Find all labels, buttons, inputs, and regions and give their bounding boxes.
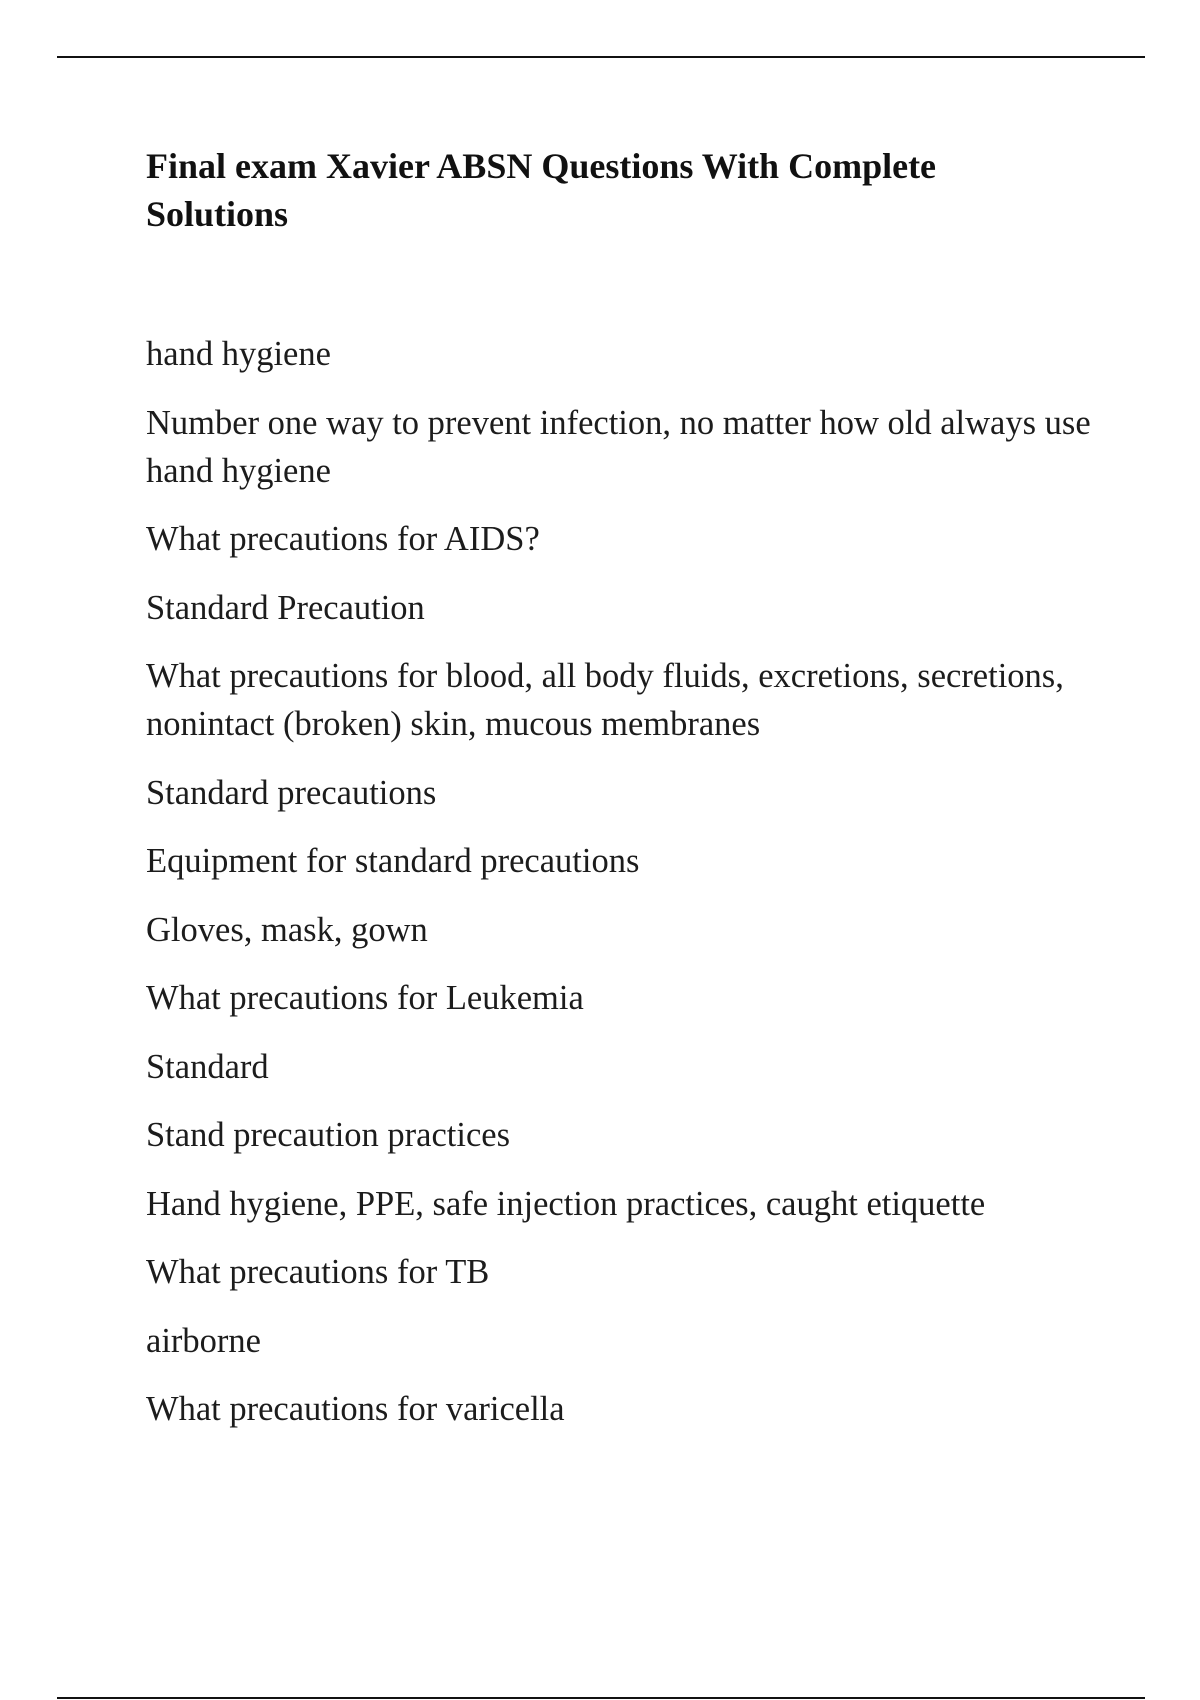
list-item: Gloves, mask, gown <box>146 910 428 949</box>
list-item: airborne <box>146 1321 261 1360</box>
footer-rule <box>57 1697 1145 1699</box>
list-item: What precautions for Leukemia <box>146 979 584 1017</box>
document-body <box>146 142 1106 1454</box>
list-item: Equipment for standard precautions <box>146 842 640 880</box>
list-item: What precautions for TB <box>146 1253 490 1291</box>
list-item: What precautions for AIDS? <box>146 520 540 558</box>
list-item: hand hygiene <box>146 335 331 373</box>
document-title: Final exam Xavier ABSN Questions With Complete Solutions <box>146 146 937 234</box>
list-item: Hand hygiene, PPE, safe injection practices, caught etiquette <box>146 1184 986 1223</box>
header-rule <box>57 56 1145 58</box>
qa-list <box>146 330 1106 1433</box>
list-item: Number one way to prevent infection, no matter how old always use hand hygiene <box>146 403 1091 490</box>
list-item: Standard precautions <box>146 773 437 812</box>
list-item: Standard Precaution <box>146 588 425 627</box>
list-item: What precautions for blood, all body fluids, excretions, secretions, nonintact (broken) skin, mucous membranes <box>146 657 1064 743</box>
list-item: Standard <box>146 1047 269 1086</box>
list-item: What precautions for varicella <box>146 1390 565 1428</box>
list-item: Stand precaution practices <box>146 1116 511 1154</box>
